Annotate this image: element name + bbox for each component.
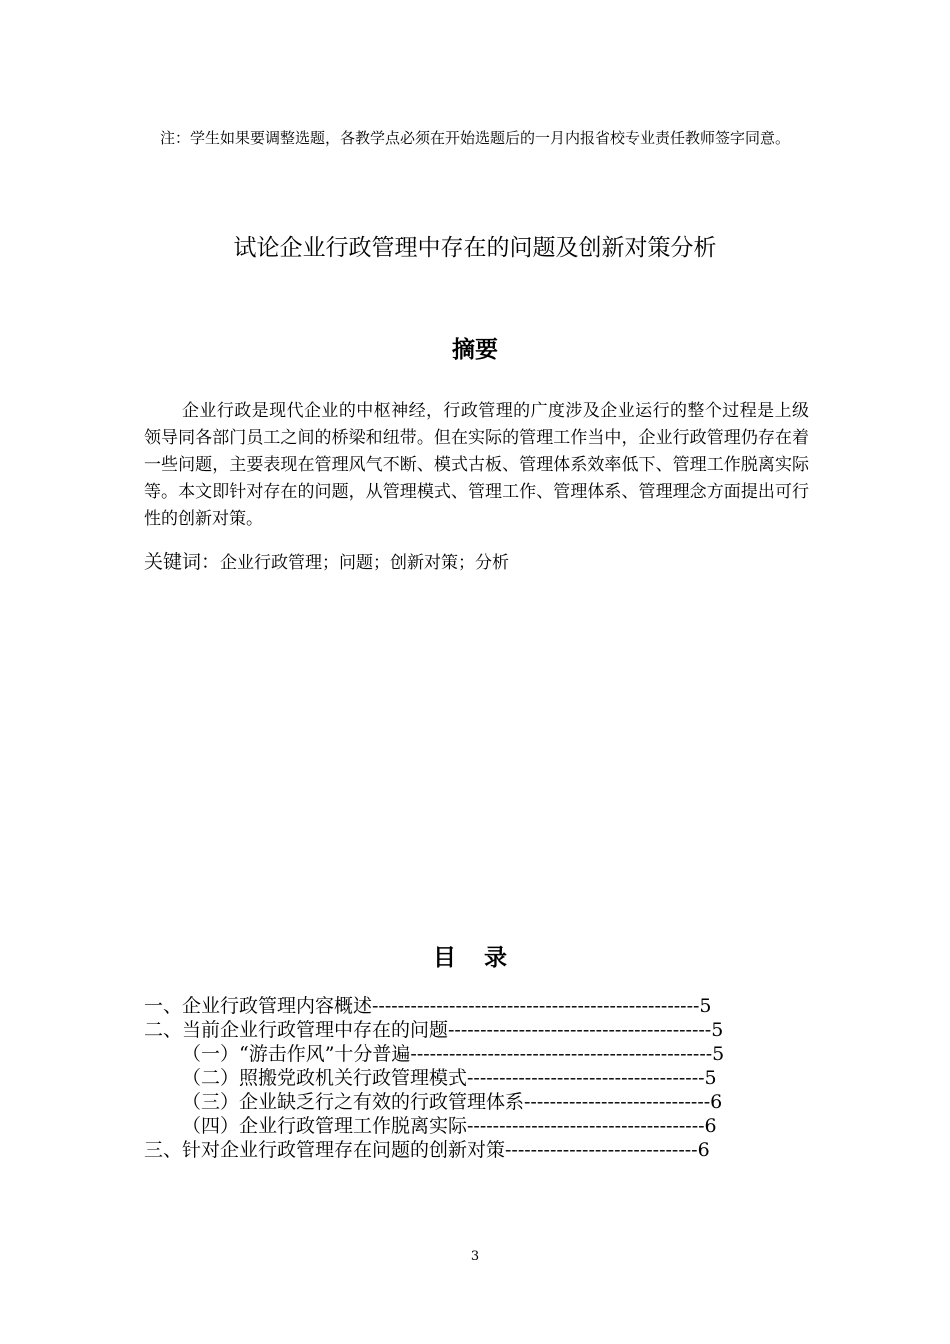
submission-note: 注：学生如果要调整选题，各教学点必须在开始选题后的一月内报省校专业责任教师签字同意。: [159, 129, 790, 147]
toc-heading: 目 录: [432, 945, 517, 971]
keywords-label: 关键词：: [144, 551, 221, 573]
table-of-contents: [144, 994, 809, 1162]
toc-entry-2-4[interactable]: （四）企业行政管理工作脱离实际-------------------------------------6: [182, 1115, 717, 1137]
abstract-body: 企业行政是现代企业的中枢神经，行政管理的广度涉及企业运行的整个过程是上级领导同各部门员工之间的桥梁和纽带。但在实际的管理工作当中，企业行政管理仍存在着一些问题，主要表现在管理风气不断、模式古板、管理体系效率低下、管理工作脱离实际等。本文即针对存在的问题，从管理模式、管理工作、管理体系、管理理念方面提出可行性的创新对策。: [144, 401, 809, 529]
page-number: 3: [470, 1249, 480, 1264]
keywords-line: [144, 549, 809, 576]
toc-entry-2-1[interactable]: （一）“游击作风”十分普遍-----------------------------------------------5: [182, 1043, 725, 1065]
abstract-heading: 摘要: [452, 337, 498, 363]
keywords-value: 企业行政管理；问题；创新对策；分析: [220, 553, 510, 573]
toc-entry-3[interactable]: 三、针对企业行政管理存在问题的创新对策------------------------------6: [144, 1139, 710, 1161]
toc-entry-2[interactable]: 二、当前企业行政管理中存在的问题-----------------------------------------5: [144, 1019, 724, 1041]
toc-entry-1[interactable]: 一、企业行政管理内容概述---------------------------------------------------5: [144, 995, 712, 1017]
toc-entry-2-2[interactable]: （二）照搬党政机关行政管理模式-------------------------------------5: [182, 1067, 717, 1089]
toc-entry-2-3[interactable]: （三）企业缺乏行之有效的行政管理体系-----------------------------6: [182, 1091, 723, 1113]
paper-title: 试论企业行政管理中存在的问题及创新对策分析: [233, 235, 717, 261]
